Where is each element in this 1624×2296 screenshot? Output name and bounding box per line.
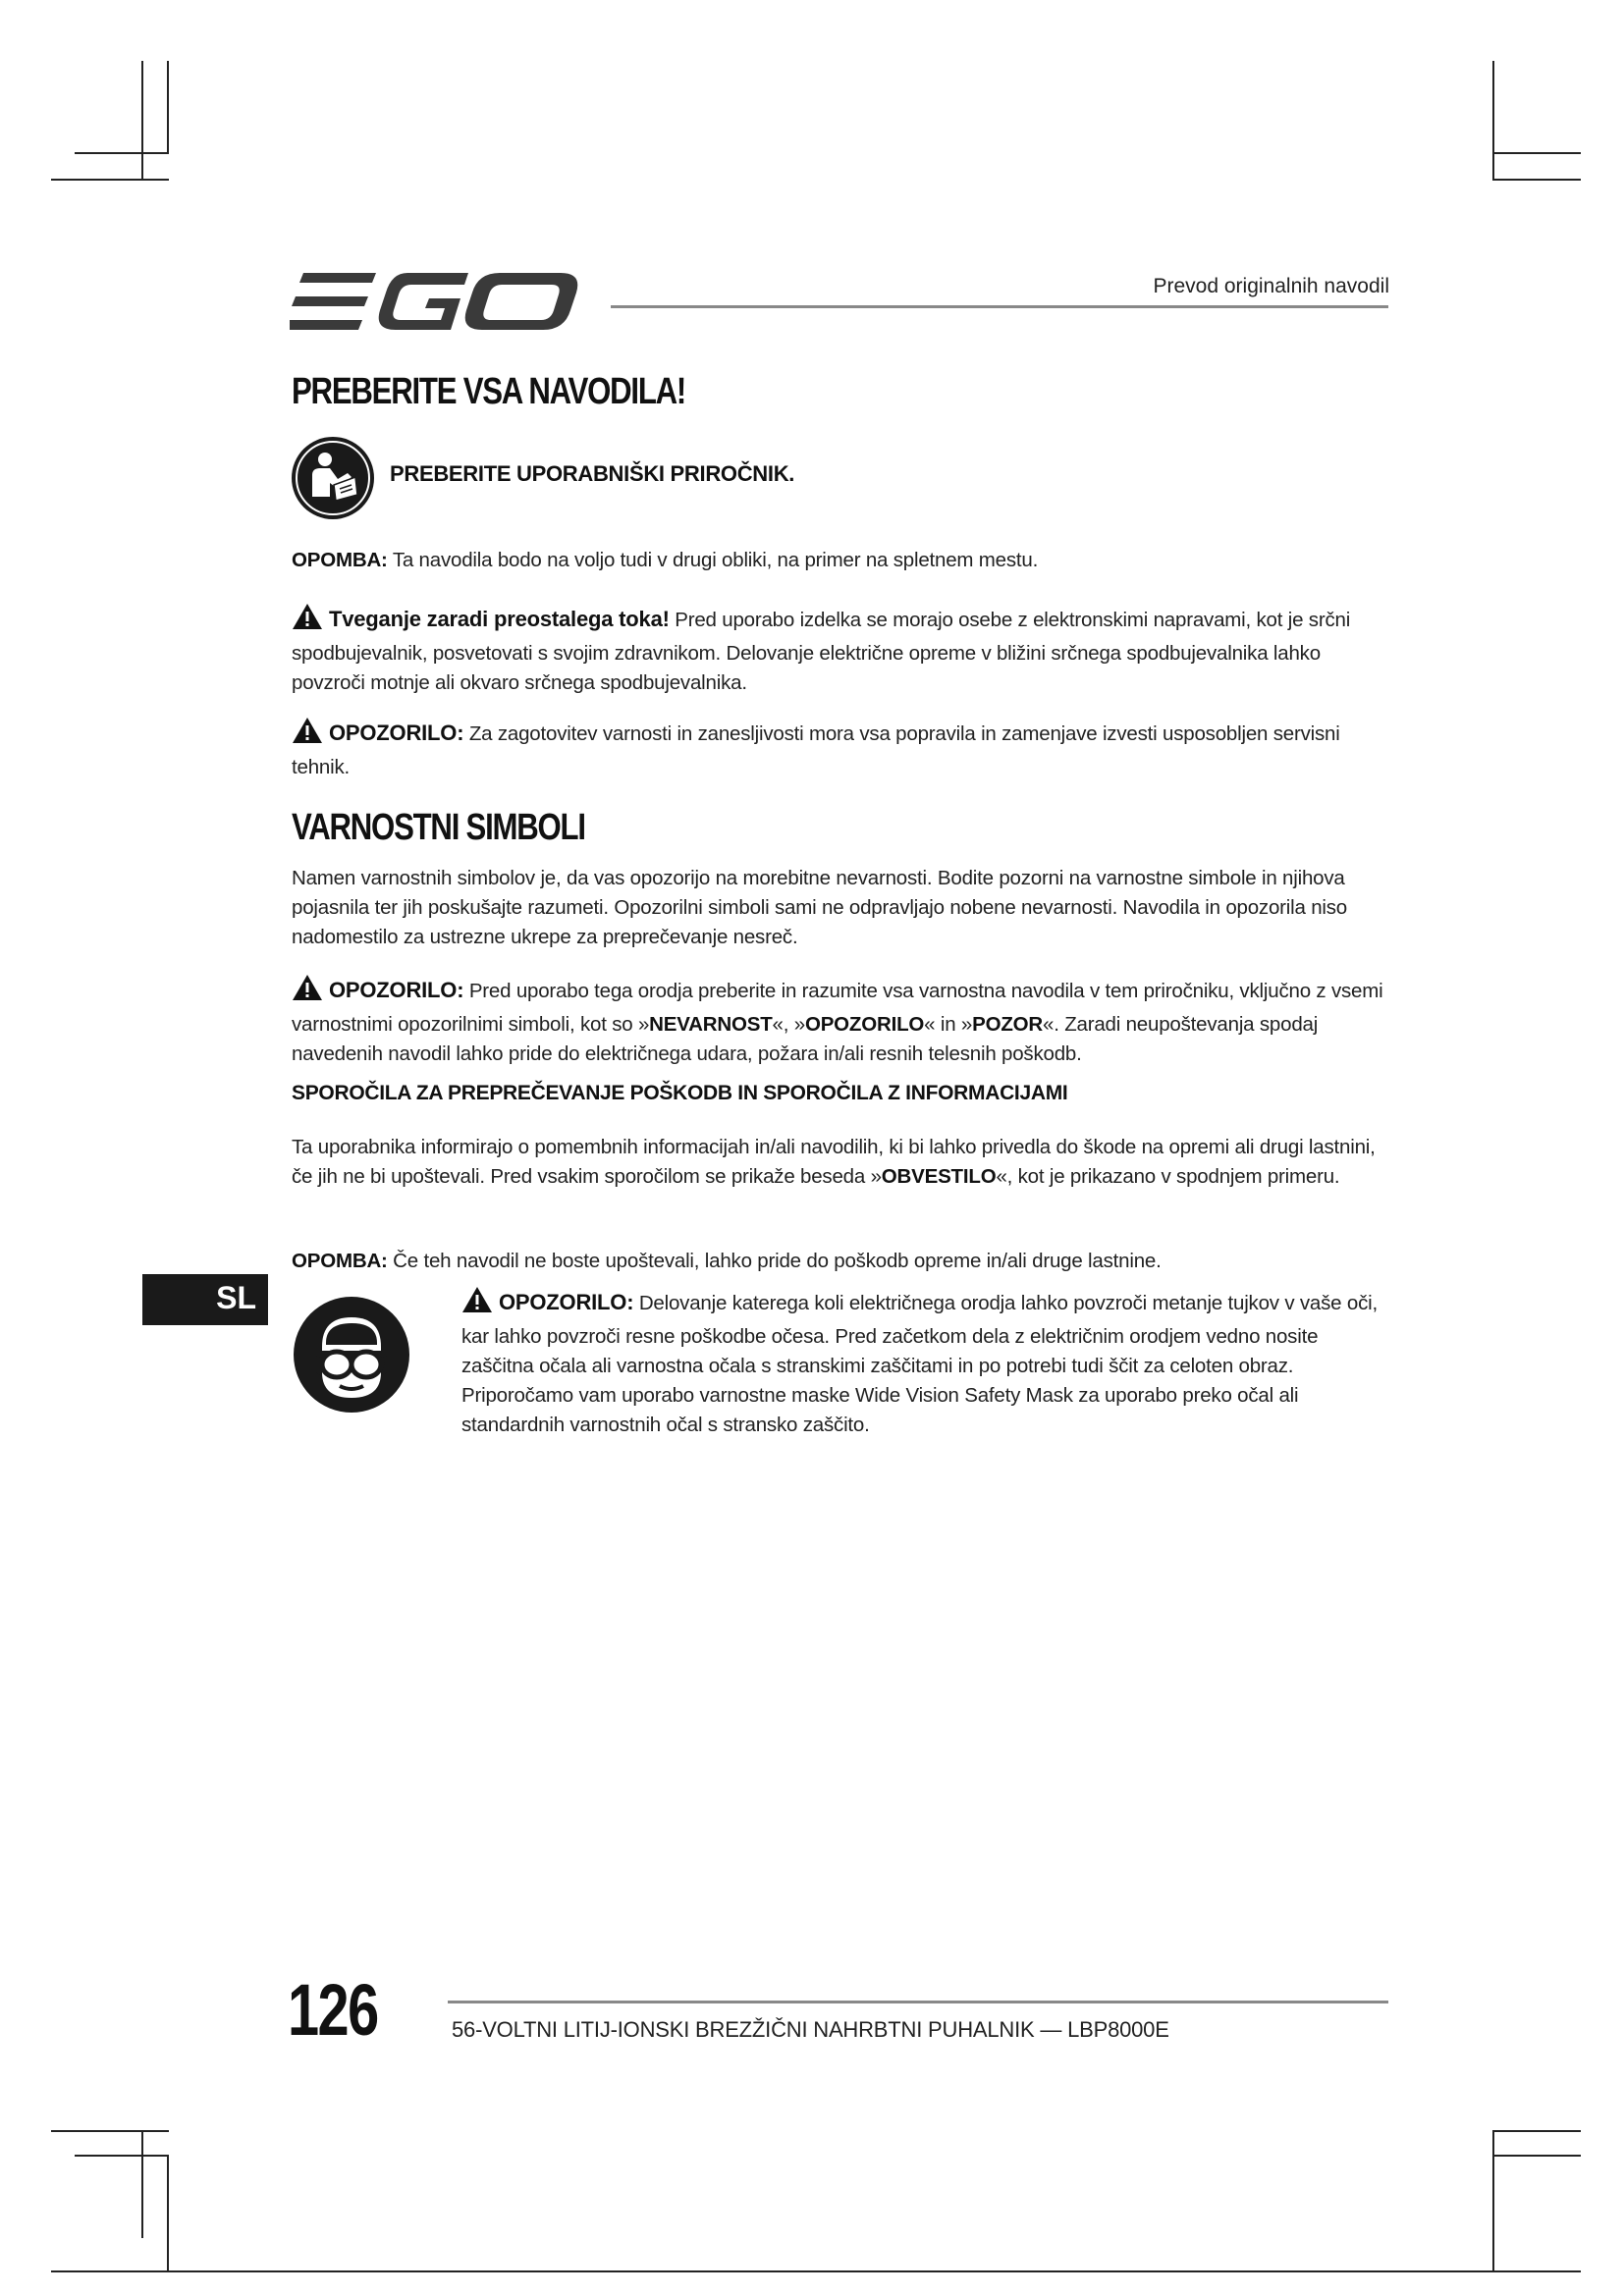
warning-text: Za zagotovitev varnosti in zanesljivosti mora vsa popravila in zamenjave izvesti usposobljen servisni tehnik.	[292, 722, 1340, 778]
warning-text-part: Pred uporabo tega orodja preberite in razumite vsa varnostna navodila v tem priročniku, vključno z vsemi varnostnimi opozorilnimi simboli, kot so »	[292, 980, 1383, 1036]
risk-label: Tveganje zaradi preostalega toka!	[329, 607, 670, 631]
info-text-part: «, kot je prikazano v spodnjem primeru.	[996, 1165, 1340, 1188]
warning-triangle-icon	[292, 717, 323, 753]
ego-logo	[290, 267, 584, 336]
signal-word-caution: POZOR	[972, 1013, 1044, 1036]
warning-label: OPOZORILO:	[499, 1290, 634, 1314]
eye-warning-text: Delovanje katerega koli električnega orodja lahko povzroči metanje tujkov v vaše oči, kar lahko povzroči resne poškodbe očesa. Pred začetkom dela z električnim orodjem vedno nosite zaščitna očala ali varnostna očala s stranskimi zaščitami in po potrebi tudi ščit za celoten obraz. Priporočamo vam uporabo varnostne maske Wide Vision Safety Mask za uporabo preko očal ali standardnih varnostnih očal s stransko zaščito.	[461, 1292, 1378, 1436]
note-label: OPOMBA:	[292, 1250, 388, 1272]
note-text: Ta navodila bodo na voljo tudi v drugi obliki, na primer na spletnem mestu.	[387, 549, 1039, 571]
warning-triangle-icon	[292, 603, 323, 639]
signal-word-notice: OBVESTILO	[881, 1165, 997, 1188]
heading-safety-symbols: VARNOSTNI SIMBOLI	[292, 807, 585, 848]
read-manual-label: PREBERITE UPORABNIŠKI PRIROČNIK.	[390, 461, 795, 486]
read-manual-icon	[291, 436, 375, 520]
warning-triangle-icon	[461, 1286, 493, 1322]
warning-triangle-icon	[292, 974, 323, 1010]
residual-current-warning	[292, 603, 1391, 698]
language-code: SL	[216, 1280, 256, 1315]
footer-product: 56-VOLTNI LITIJ-IONSKI BREZŽIČNI NAHRBTNI PUHALNIK — LBP8000E	[452, 2017, 1169, 2042]
warning-text-part: « in »	[924, 1013, 973, 1036]
note-label: OPOMBA:	[292, 549, 388, 571]
page-number: 126	[288, 1969, 378, 2051]
read-instructions-warning	[292, 974, 1391, 1069]
eye-protection-icon	[293, 1296, 410, 1414]
footer-rule	[448, 2001, 1388, 2003]
eye-protection-warning	[461, 1286, 1394, 1440]
info-messages-text	[292, 1133, 1391, 1192]
safety-symbols-intro: Namen varnostnih simbolov je, da vas opozorijo na morebitne nevarnosti. Bodite pozorni na varnostne simbole in njihova pojasnila ter jih poskušajte razumeti. Opozorilni simboli sami ne odpravljajo nobene nevarnosti. Navodila in opozorila niso nadomestilo za ustrezne ukrepe za preprečevanje nesreč.	[292, 867, 1348, 948]
language-tab	[142, 1274, 268, 1325]
note-equipment-damage	[292, 1247, 1391, 1276]
warning-text-part: «. Zaradi neupoštevanja spodaj navedenih navodil lahko pride do električnega udara, požara in/ali resnih telesnih poškodb.	[292, 1013, 1319, 1065]
header-rule	[611, 305, 1388, 308]
note-text: Če teh navodil ne boste upoštevali, lahko pride do poškodb opreme in/ali druge lastnine.	[387, 1250, 1162, 1272]
heading-read-all: PREBERITE VSA NAVODILA!	[292, 371, 686, 412]
note-online	[292, 546, 1391, 575]
info-text-part: Ta uporabnika informirajo o pomembnih informacijah in/ali navodilih, ki bi lahko privedla do škode na opremi ali drugi lastnini, če jih ne bi upoštevali. Pred vsakim sporočilom se prikaže beseda »	[292, 1136, 1376, 1188]
warning-label: OPOZORILO:	[329, 978, 464, 1002]
risk-text: Pred uporabo izdelka se morajo osebe z elektronskimi napravami, kot je srčni spodbujevalnik, posvetovati s svojim zdravnikom. Delovanje električne opreme v bližini srčnega spodbujevalnika lahko povzroči motnje ali okvaro srčnega spodbujevalnika.	[292, 609, 1351, 694]
subheading-messages: SPOROČILA ZA PREPREČEVANJE POŠKODB IN SPOROČILA Z INFORMACIJAMI	[292, 1082, 1068, 1104]
signal-word-danger: NEVARNOST	[649, 1013, 773, 1036]
warning-label: OPOZORILO:	[329, 721, 464, 745]
warning-text-part: «, »	[772, 1013, 805, 1036]
service-warning	[292, 717, 1391, 782]
signal-word-warning: OPOZORILO	[804, 1013, 925, 1036]
header-title: Prevod originalnih navodil	[1153, 275, 1389, 297]
